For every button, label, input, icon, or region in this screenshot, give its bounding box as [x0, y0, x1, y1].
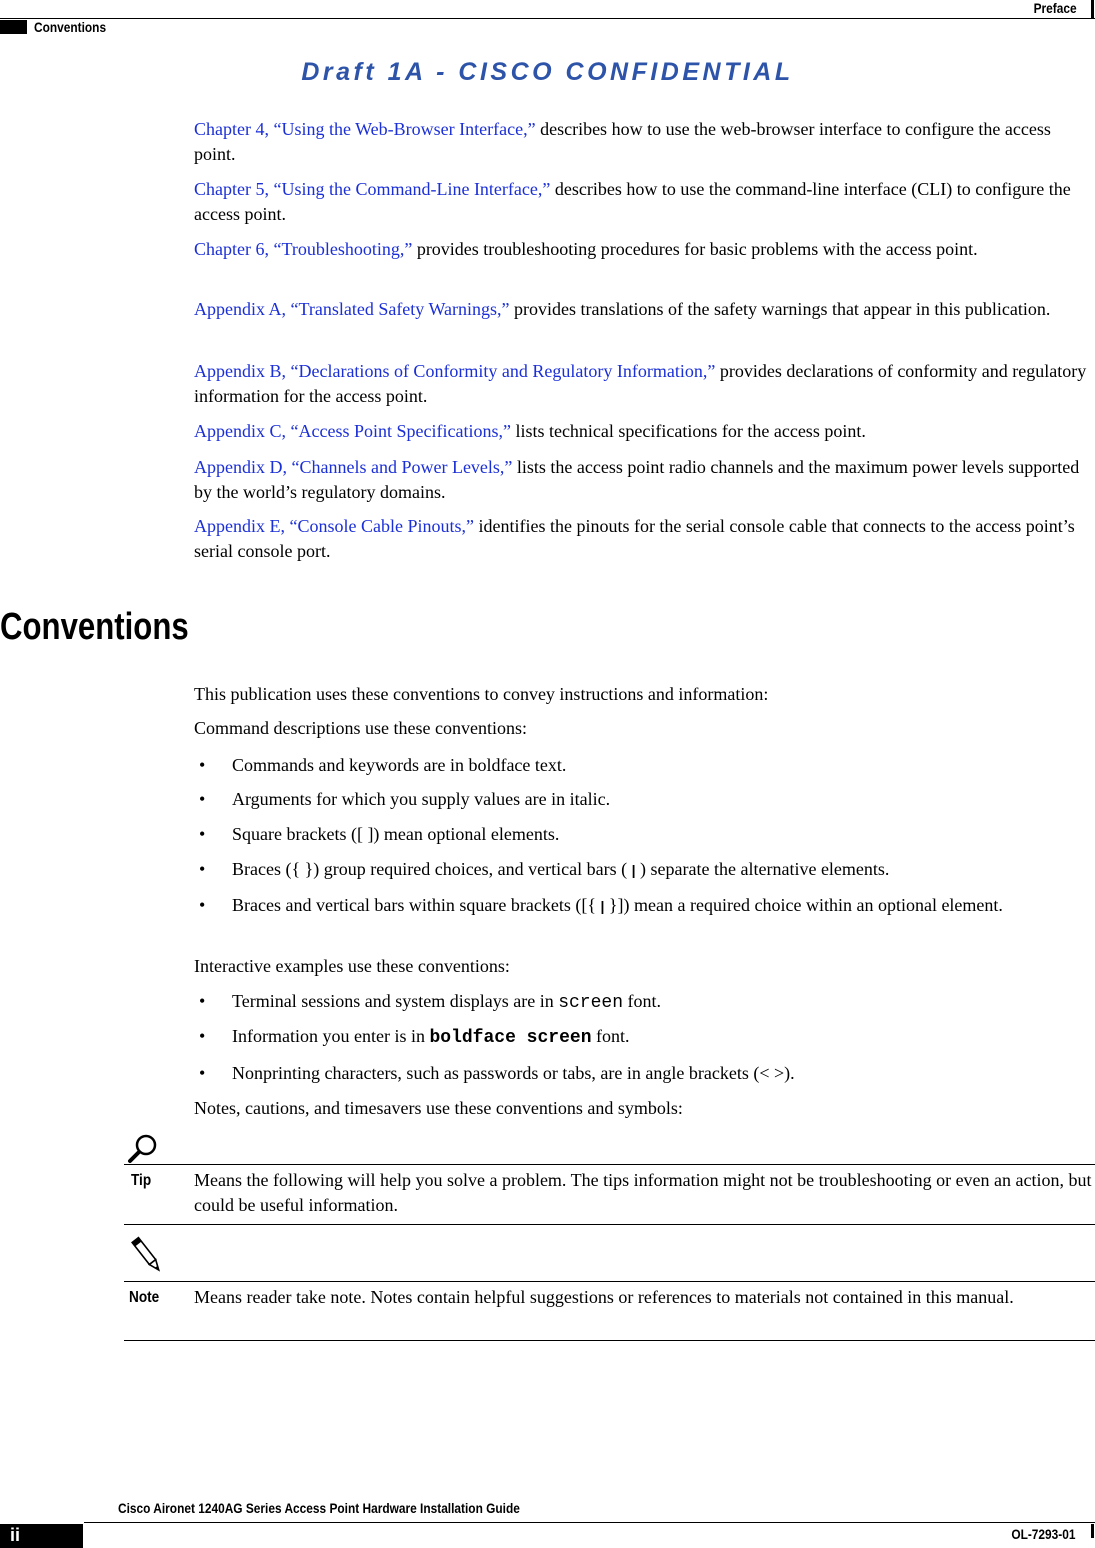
screen-font-sample: screen	[558, 993, 624, 1013]
list-item	[232, 893, 1094, 919]
chapter-desc: describes how to use the command-line interface (CLI) to configure the access point.	[194, 179, 1071, 224]
bullet-marker: •	[199, 895, 206, 915]
chapter-link[interactable]: Chapter 4, “Using the Web-Browser Interface,”	[194, 119, 536, 139]
conventions-intro: This publication uses these conventions to convey instructions and information:	[194, 684, 769, 704]
chapter-link[interactable]: Chapter 5, “Using the Command-Line Interface,”	[194, 179, 551, 199]
bullet-marker: •	[199, 1063, 206, 1083]
chapter-desc: provides declarations of conformity and regulatory information for the access point.	[194, 361, 1087, 406]
bullet-marker: •	[199, 991, 206, 1011]
text-run: }]) mean a required choice within an optional element.	[604, 895, 1003, 915]
footer-rule	[84, 1522, 1095, 1523]
chapter-desc: provides translations of the safety warnings that appear in this publication.	[509, 299, 1051, 319]
vertical-bar-symbol: |	[631, 862, 636, 878]
vertical-bar-symbol: |	[600, 898, 605, 914]
draft-banner: Draft 1A - CISCO CONFIDENTIAL	[301, 58, 794, 86]
tip-top-rule	[124, 1164, 1095, 1165]
list-item: Commands and keywords are in boldface text.	[232, 755, 567, 775]
chapter-desc: identifies the pinouts for the serial console cable that connects to the access point’s serial console port.	[194, 516, 1075, 561]
list-item	[232, 857, 1094, 883]
chapter-entry	[194, 237, 1094, 262]
chapter-link[interactable]: Appendix C, “Access Point Specifications,”	[194, 421, 511, 441]
pencil-icon	[130, 1230, 164, 1280]
section-heading: Conventions	[0, 606, 189, 648]
bullet-marker: •	[199, 1026, 206, 1046]
chapter-link[interactable]: Appendix D, “Channels and Power Levels,”	[194, 457, 513, 477]
notes-intro: Notes, cautions, and timesavers use these conventions and symbols:	[194, 1098, 683, 1118]
chapter-entry	[194, 359, 1094, 409]
list-item	[232, 989, 1094, 1016]
chapter-desc: lists technical specifications for the access point.	[510, 421, 866, 441]
chapter-entry	[194, 177, 1094, 227]
header-rule	[0, 18, 1095, 19]
text-run: Terminal sessions and system displays are in	[232, 991, 559, 1011]
note-bottom-rule	[124, 1340, 1095, 1341]
chapter-link[interactable]: Appendix A, “Translated Safety Warnings,”	[194, 299, 510, 319]
chapter-desc: describes how to use the web-browser interface to configure the access point.	[194, 119, 1051, 164]
text-run: font.	[591, 1026, 630, 1046]
text-run: ) separate the alternative elements.	[635, 859, 890, 879]
text-run: Braces and vertical bars within square brackets ([{	[232, 895, 601, 915]
note-text: Means reader take note. Notes contain helpful suggestions or references to materials not contained in this manual.	[194, 1287, 1014, 1307]
chapter-link[interactable]: Appendix B, “Declarations of Conformity and Regulatory Information,”	[194, 361, 716, 381]
note-label: Note	[129, 1289, 160, 1306]
header-subsection: Conventions	[34, 19, 107, 35]
interactive-intro: Interactive examples use these conventions:	[194, 956, 510, 976]
command-intro: Command descriptions use these conventions:	[194, 718, 527, 738]
text-run: font.	[623, 991, 662, 1011]
bullet-marker: •	[199, 859, 206, 879]
tip-bottom-rule	[124, 1224, 1095, 1225]
magnifier-icon	[126, 1133, 160, 1167]
doc-number: OL-7293-01	[1010, 1526, 1075, 1542]
chapter-entry	[194, 455, 1094, 505]
bullet-marker: •	[199, 824, 206, 844]
list-item: Nonprinting characters, such as passwords or tabs, are in angle brackets (< >).	[232, 1063, 795, 1083]
page-number: ii	[10, 1525, 21, 1545]
note-top-rule	[124, 1281, 1095, 1282]
chapter-entry	[194, 514, 1094, 564]
header-section: Preface	[1033, 0, 1077, 16]
footer-title: Cisco Aironet 1240AG Series Access Point Hardware Installation Guide	[118, 1500, 520, 1516]
chapter-desc: lists the access point radio channels and the maximum power levels supported by the world’s regulatory domains.	[194, 457, 1080, 502]
bullet-marker: •	[199, 755, 206, 775]
tip-text: Means the following will help you solve a problem. The tips information might not be troubleshooting or even an action, but could be useful information.	[194, 1170, 1092, 1215]
text-run: Information you enter is in	[232, 1026, 430, 1046]
chapter-desc: provides troubleshooting procedures for basic problems with the access point.	[412, 239, 978, 259]
boldface-screen-sample: boldface screen	[429, 1028, 592, 1048]
chapter-entry	[194, 117, 1094, 167]
text-run: Braces ({ }) group required choices, and vertical bars (	[232, 859, 632, 879]
header-block	[0, 20, 27, 34]
list-item: Square brackets ([ ]) mean optional elements.	[232, 824, 560, 844]
chapter-entry	[194, 419, 1094, 444]
header-tick	[1091, 0, 1094, 19]
tip-label: Tip	[131, 1172, 152, 1189]
footer-tick	[1091, 1524, 1094, 1538]
list-item: Arguments for which you supply values are in italic.	[232, 789, 611, 809]
chapter-entry	[194, 297, 1094, 322]
chapter-link[interactable]: Chapter 6, “Troubleshooting,”	[194, 239, 413, 259]
chapter-link[interactable]: Appendix E, “Console Cable Pinouts,”	[194, 516, 474, 536]
bullet-marker: •	[199, 789, 206, 809]
list-item	[232, 1024, 1094, 1051]
